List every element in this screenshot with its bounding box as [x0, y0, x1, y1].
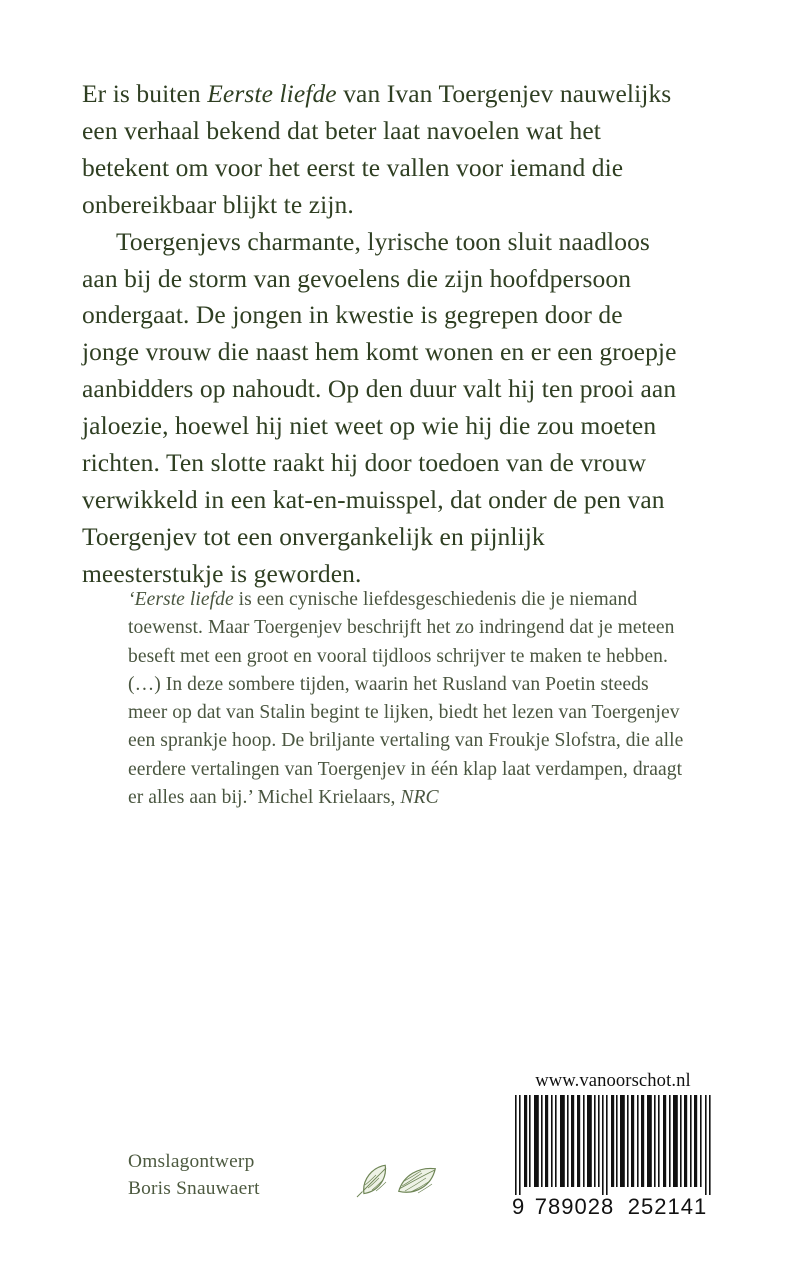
blurb-paragraph-1	[82, 76, 686, 224]
review-quote-body: is een cynische liefdesgeschiedenis die je niemand toewenst. Maar Toergenjev beschrijft het zo indringend dat je meteen beseft met een groot en vooral tijdloos schrijver te maken te hebben. (…) In deze sombere tijden, waarin het Rusland van Poetin steeds meer op dat van Stalin begint te lijken, biedt het lezen van Toergenjev een sprankje hoop. De briljante vertaling van Froukje Slofstra, die alle eerdere vertalingen van Toergenjev in één klap laat verdampen, draagt er alles aan bij.’ Michel Krielaars,	[128, 589, 684, 809]
barcode-lead-digit: 9	[512, 1194, 526, 1219]
review-quoted-title: ‘Eerste liefde	[128, 589, 234, 610]
ean13-barcode-image	[512, 1095, 714, 1195]
blurb-paragraph-2: Toergenjevs charmante, lyrische toon sluit naadloos aan bij de storm van gevoelens die zijn hoofdpersoon ondergaat. De jongen in kwestie is gegrepen door de jonge vrouw die naast hem komt wonen en er een groepje aanbidders op nahoudt. Op den duur valt hij ten prooi aan jaloezie, hoewel hij niet weet op wie hij die zou moeten richten. Ten slotte raakt hij door toedoen van de vrouw verwikkeld in een kat-en-muisspel, dat onder de pen van Toergenjev tot een onvergankelijk en pijnlijk meesterstukje is geworden.	[82, 226, 677, 588]
review-quote-paragraph	[128, 586, 684, 812]
book-title-italic: Eerste liefde	[207, 79, 337, 108]
barcode-digits-row	[512, 1195, 714, 1219]
credit-designer-name: Boris Snauwaert	[128, 1178, 260, 1199]
barcode-left-group: 789028	[534, 1194, 615, 1219]
review-quote-block	[128, 586, 684, 812]
blurb-p1-lead-text: Er is buiten	[82, 79, 208, 108]
credit-label: Omslagontwerp	[128, 1151, 255, 1172]
publisher-website-url: www.vanoorschot.nl	[535, 1070, 691, 1091]
publisher-leaf-logo	[352, 1158, 448, 1206]
cover-design-credit	[128, 1148, 260, 1202]
blurb-p1-rest-text: van Ivan Toergenjev nauwelijks een verhaal bekend dat beter laat navoelen wat het betekent om voor het eerst te vallen voor iemand die onbereikbaar blijkt te zijn.	[82, 79, 672, 219]
blurb-text-block	[82, 76, 686, 593]
leaf-pair-icon	[352, 1158, 448, 1206]
barcode-block	[512, 1070, 714, 1219]
barcode-right-group: 252141	[627, 1194, 708, 1219]
leaf-right-icon	[397, 1168, 436, 1193]
review-source-name: NRC	[400, 787, 439, 809]
leaf-left-icon	[357, 1165, 389, 1197]
